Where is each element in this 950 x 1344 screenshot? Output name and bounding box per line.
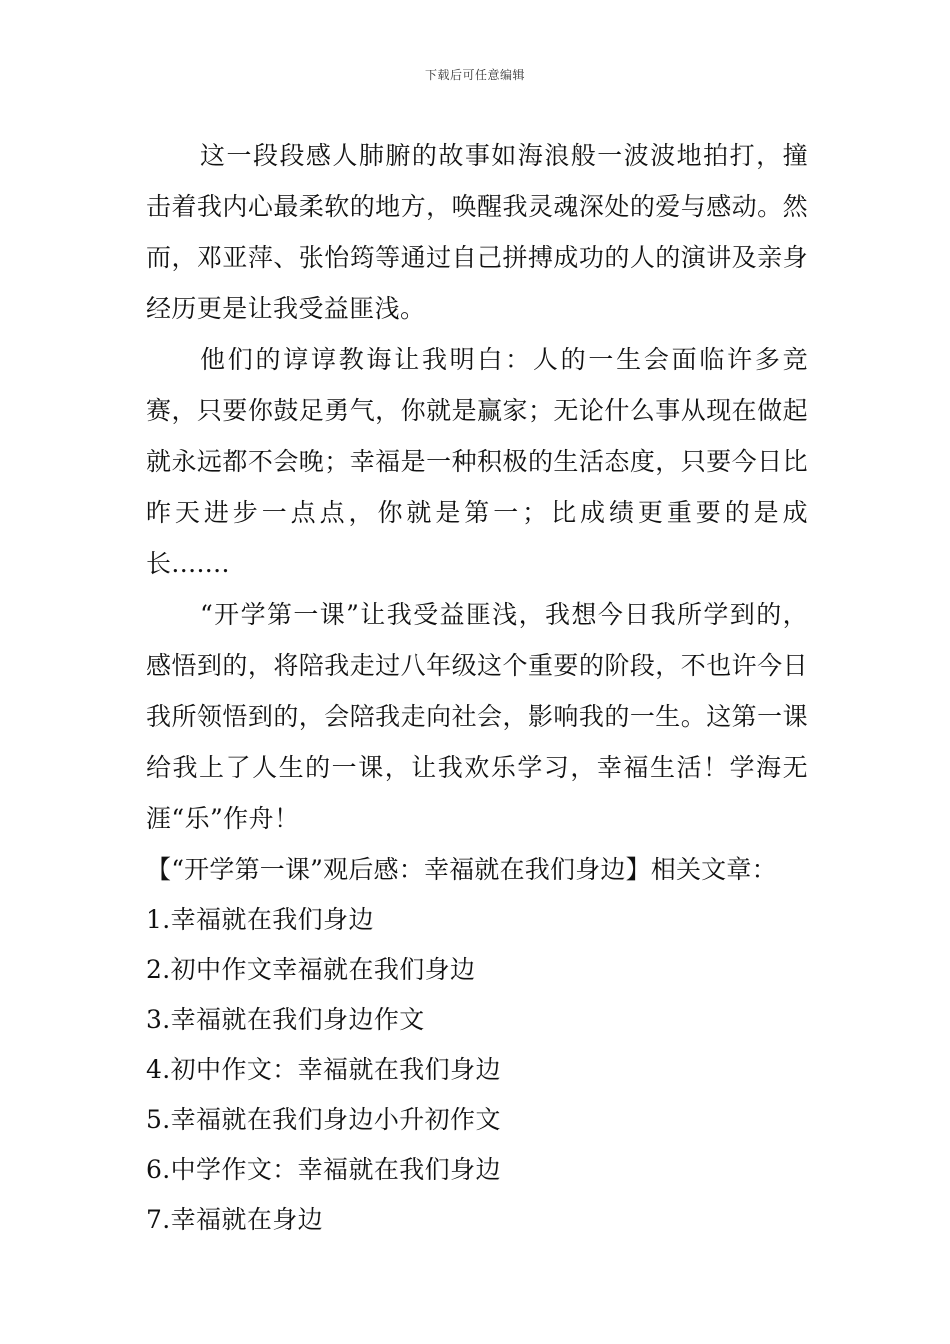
related-article-link[interactable]: 6.中学作文：幸福就在我们身边 [146, 1155, 501, 1184]
related-article-link[interactable]: 7.幸福就在身边 [146, 1205, 324, 1234]
related-articles-heading: 【“开学第一课”观后感：幸福就在我们身边】相关文章： [146, 855, 777, 884]
paragraph-1: 这一段段感人肺腑的故事如海浪般一波波地拍打，撞击着我内心最柔软的地方，唤醒我灵魂深处的爱与感动。然而，邓亚萍、张怡筠等通过自己拼搏成功的人的演讲及亲身经历更是让我受益匪浅。 [146, 141, 808, 323]
related-article-link[interactable]: 4.初中作文：幸福就在我们身边 [146, 1055, 501, 1084]
paragraph-3: “开学第一课”让我受益匪浅，我想今日我所学到的，感悟到的，将陪我走过八年级这个重要的阶段，不也许今日我所领悟到的，会陪我走向社会，影响我的一生。这第一课给我上了人生的一课，让我欢乐学习，幸福生活！学海无涯“乐”作舟！ [146, 600, 808, 833]
paragraph-2: 他们的谆谆教诲让我明白：人的一生会面临许多竞赛，只要你鼓足勇气，你就是赢家；无论什么事从现在做起就永远都不会晚；幸福是一种积极的生活态度，只要今日比昨天进步一点点，你就是第一；比成绩更重要的是成长....... [146, 345, 808, 578]
document-body [146, 130, 808, 1245]
related-article-link[interactable]: 1.幸福就在我们身边 [146, 905, 374, 934]
related-article-link[interactable]: 2.初中作文幸福就在我们身边 [146, 955, 476, 984]
related-articles-list [146, 895, 808, 1245]
related-article-link[interactable]: 3.幸福就在我们身边作文 [146, 1005, 425, 1034]
related-article-link[interactable]: 5.幸福就在我们身边小升初作文 [146, 1105, 501, 1134]
page-header: 下载后可任意编辑 [424, 68, 525, 82]
